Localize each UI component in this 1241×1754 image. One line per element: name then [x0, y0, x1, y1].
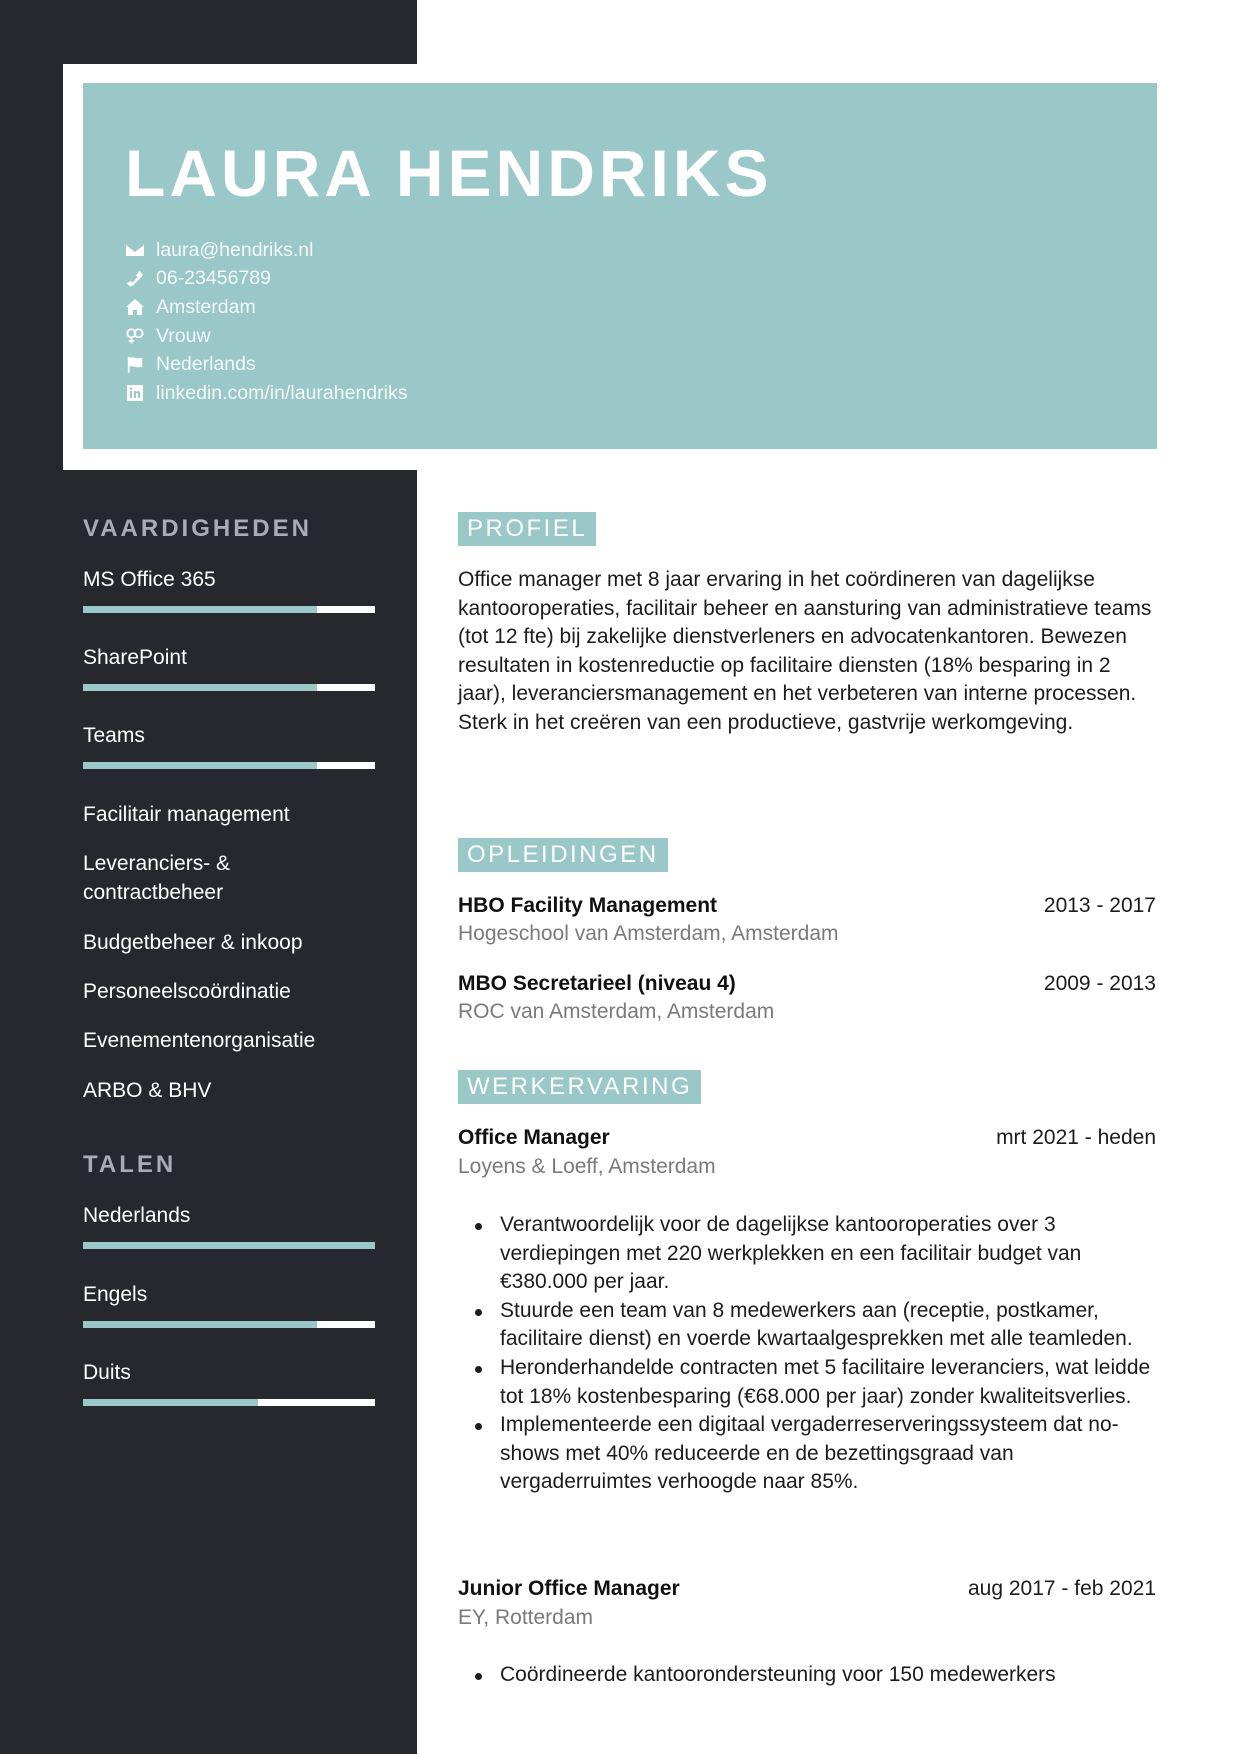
contact-list [124, 236, 724, 408]
skill-label: Teams [83, 724, 145, 747]
skill-level-fill [83, 684, 317, 691]
education-heading: OPLEIDINGEN [458, 838, 668, 872]
skill-item: Leveranciers- & contractbeheer [83, 852, 231, 904]
skills-heading: VAARDIGHEDEN [83, 515, 312, 542]
education-institution: ROC van Amsterdam, Amsterdam [458, 1000, 775, 1023]
phone-text: 06-23456789 [156, 267, 271, 290]
contact-nationality [124, 350, 724, 379]
skill-level-bar [83, 606, 375, 613]
skill-level-fill [83, 762, 317, 769]
gender-text: Vrouw [156, 324, 211, 347]
contact-city [124, 293, 724, 322]
language-level-fill [83, 1399, 258, 1406]
education-dates: 2009 - 2013 [1043, 972, 1156, 995]
gender-icon [124, 326, 146, 346]
rated-skill [83, 722, 375, 750]
profile-text: Office manager met 8 jaar ervaring in het coördineren van dagelijkse kantooroperaties, facilitair beheer en aansturing van administratieve teams (tot 12 fte) bij zakelijke dienstverleners en advocatenkantoren. Bewezen resultaten in kostenreductie op facilitaire diensten (18% besparing in 2 jaar), leveranciersmanagement en het verbeteren van interne processen. Sterk in het creëren van een productieve, gastvrije werkomgeving. [458, 568, 1152, 734]
language-label: Duits [83, 1361, 131, 1384]
languages-heading: TALEN [83, 1151, 177, 1178]
language-label: Nederlands [83, 1204, 191, 1227]
language-item [83, 1359, 375, 1387]
skill-item: Evenementenorganisatie [83, 1029, 316, 1052]
job-bullets [458, 1661, 1158, 1690]
phone-icon [124, 269, 146, 289]
language-level-bar [83, 1242, 375, 1249]
profile-heading: PROFIEL [458, 512, 596, 546]
bullet-item: Verantwoordelijk voor de dagelijkse kantooroperaties over 3 verdiepingen met 220 werkplekken en een facilitair budget van €380.000 per jaar. [458, 1211, 1158, 1297]
bullet-item: Implementeerde een digitaal vergaderreserveringssysteem dat no-shows met 40% reduceerde en de bezettingsgraad van vergaderruimtes verhoogde naar 85%. [458, 1411, 1158, 1497]
experience-heading: WERKERVARING [458, 1070, 701, 1104]
skill-level-bar [83, 684, 375, 691]
contact-linkedin[interactable] [124, 379, 724, 408]
education-institution: Hogeschool van Amsterdam, Amsterdam [458, 922, 839, 945]
envelope-icon [124, 240, 146, 260]
language-level-fill [83, 1321, 317, 1328]
city-text: Amsterdam [156, 295, 256, 318]
email-text: laura@hendriks.nl [156, 238, 314, 261]
job-company: EY, Rotterdam [458, 1606, 594, 1629]
rated-skill [83, 644, 375, 672]
language-item [83, 1202, 375, 1230]
nationality-text: Nederlands [156, 353, 256, 376]
language-level-fill [83, 1242, 375, 1249]
linkedin-icon [124, 383, 146, 403]
candidate-name: LAURA HENDRIKS [125, 136, 773, 210]
job-dates: mrt 2021 - heden [996, 1126, 1156, 1149]
contact-email[interactable] [124, 236, 724, 265]
job-title: Junior Office Manager [458, 1577, 680, 1600]
skill-label: SharePoint [83, 646, 187, 669]
skill-label: MS Office 365 [83, 568, 216, 591]
job-bullets [458, 1211, 1158, 1497]
linkedin-text: linkedin.com/in/laurahendriks [156, 381, 408, 404]
rated-skill [83, 566, 375, 594]
job-dates: aug 2017 - feb 2021 [968, 1577, 1156, 1600]
skill-level-fill [83, 606, 317, 613]
language-level-bar [83, 1321, 375, 1328]
job-title: Office Manager [458, 1126, 610, 1149]
language-level-bar [83, 1399, 375, 1406]
skill-item: Budgetbeheer & inkoop [83, 931, 303, 954]
skill-level-bar [83, 762, 375, 769]
bullet-item: Heronderhandelde contracten met 5 facilitaire leveranciers, wat leidde tot 18% kostenbesparing (€68.000 per jaar) zonder kwaliteitsverlies. [458, 1354, 1158, 1411]
contact-phone[interactable] [124, 265, 724, 294]
skill-item: Personeelscoördinatie [83, 980, 291, 1003]
bullet-item: Coördineerde kantoorondersteuning voor 150 medewerkers [458, 1661, 1158, 1690]
contact-gender [124, 322, 724, 351]
language-label: Engels [83, 1283, 148, 1306]
education-title: HBO Facility Management [458, 894, 718, 917]
flag-icon [124, 355, 146, 375]
home-icon [124, 297, 146, 317]
education-dates: 2013 - 2017 [1043, 894, 1156, 917]
language-item [83, 1281, 375, 1309]
education-title: MBO Secretarieel (niveau 4) [458, 972, 736, 995]
skill-item: Facilitair management [83, 803, 290, 826]
job-company: Loyens & Loeff, Amsterdam [458, 1155, 716, 1178]
skill-item: ARBO & BHV [83, 1079, 212, 1102]
bullet-item: Stuurde een team van 8 medewerkers aan (receptie, postkamer, facilitaire dienst) en voerde kwartaalgesprekken met alle teamleden. [458, 1297, 1158, 1354]
